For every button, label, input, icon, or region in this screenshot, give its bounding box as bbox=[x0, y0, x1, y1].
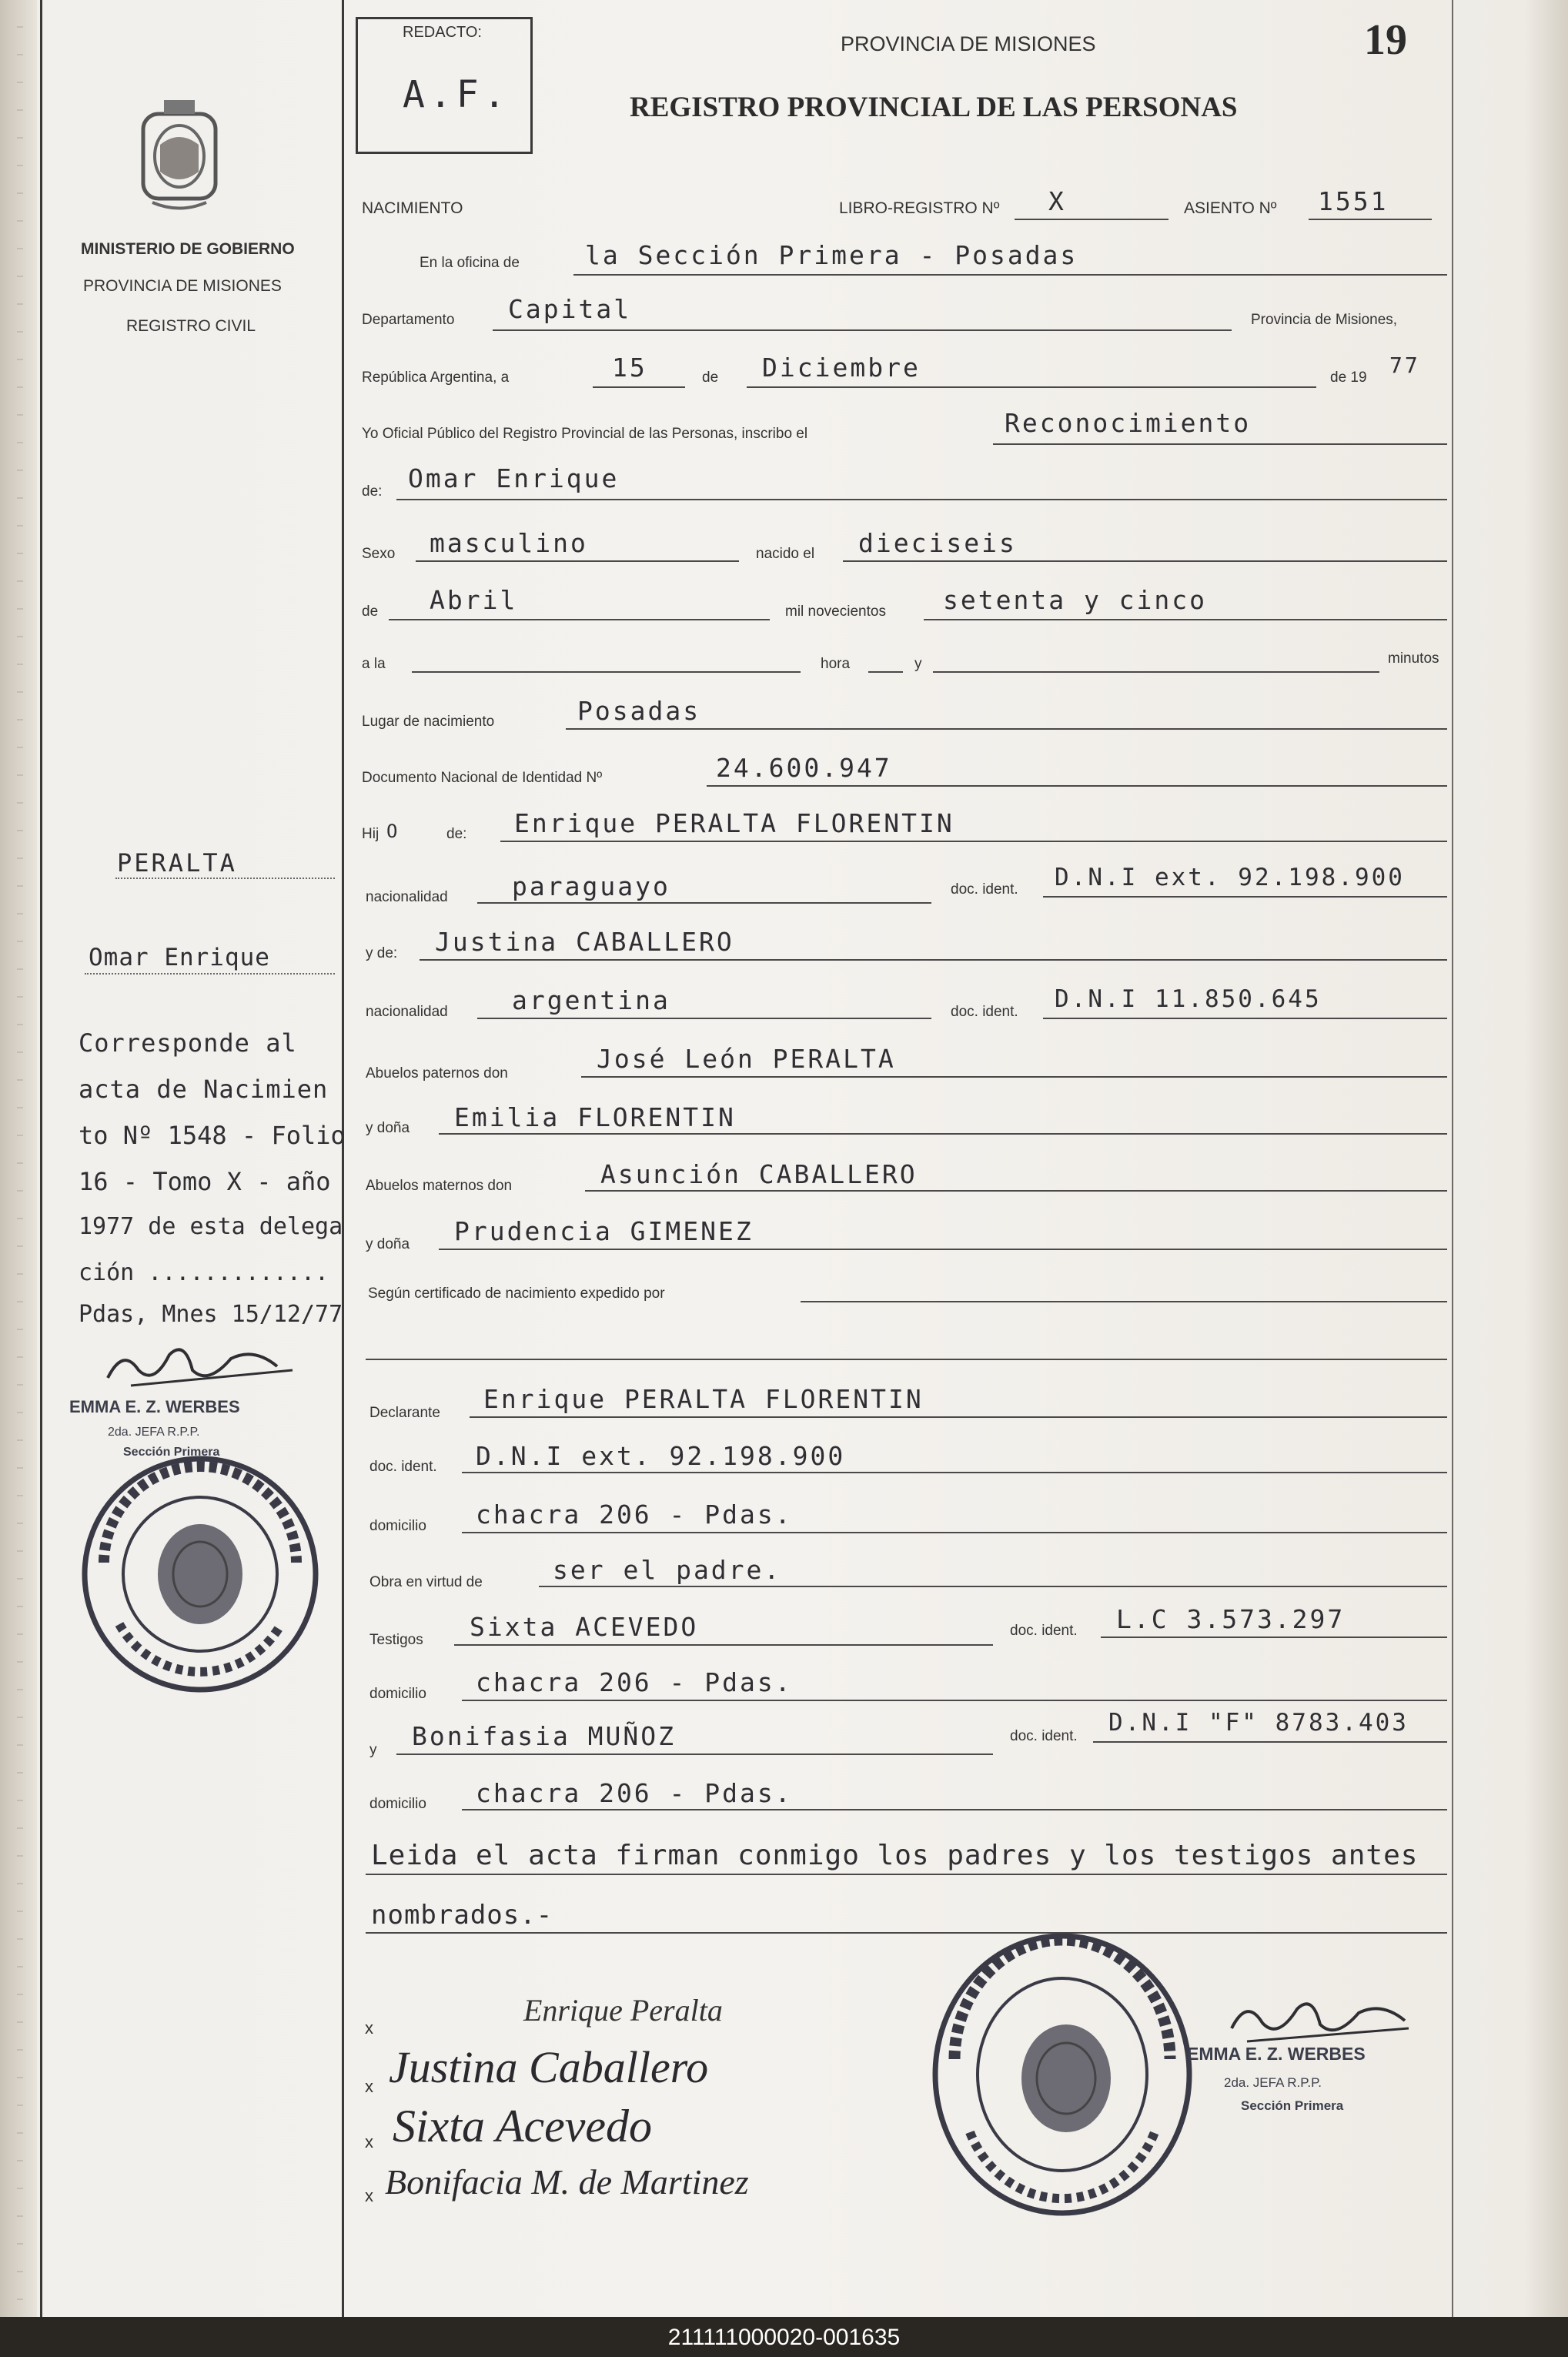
doc2-label: doc. ident. bbox=[951, 1004, 1018, 1020]
redacto-value: A.F. bbox=[403, 73, 510, 116]
right-border-line bbox=[1452, 0, 1453, 2317]
type-label: NACIMIENTO bbox=[362, 199, 463, 217]
asiento-value: 1551 bbox=[1318, 186, 1389, 216]
sig-x-mark-1: x bbox=[365, 2018, 373, 2038]
lugar-value: Posadas bbox=[577, 696, 701, 726]
margin-note-2: acta de Nacimien bbox=[79, 1075, 329, 1104]
margin-official-role: 2da. JEFA R.P.P. bbox=[108, 1426, 200, 1439]
signature-enrique-peralta: Enrique Peralta bbox=[523, 1993, 723, 2028]
republica-label: República Argentina, a bbox=[362, 369, 510, 386]
page-number: 19 bbox=[1364, 16, 1407, 64]
declarante-label: Declarante bbox=[369, 1405, 440, 1421]
margin-note-1: Corresponde al bbox=[79, 1028, 297, 1058]
bottom-official-role: 2da. JEFA R.P.P. bbox=[1224, 2075, 1322, 2090]
declarante-value: Enrique PERALTA FLORENTIN bbox=[483, 1384, 924, 1414]
ab-pat-label: Abuelos paternos don bbox=[366, 1065, 508, 1082]
margin-note-4: 16 - Tomo X - año bbox=[79, 1167, 331, 1196]
de-mes-label: de bbox=[362, 603, 379, 620]
ministry-title: MINISTERIO DE GOBIERNO bbox=[81, 240, 295, 258]
domicilio-label: domicilio bbox=[369, 1518, 426, 1534]
margin-given-name: Omar Enrique bbox=[89, 944, 270, 971]
asiento-label: ASIENTO Nº bbox=[1184, 199, 1277, 217]
padre-value: Enrique PERALTA FLORENTIN bbox=[514, 808, 955, 838]
nac1-value: paraguayo bbox=[512, 871, 670, 901]
obra-label: Obra en virtud de bbox=[369, 1574, 483, 1590]
decl-doc-value: D.N.I ext. 92.198.900 bbox=[476, 1441, 846, 1471]
nacido-value: dieciseis bbox=[858, 528, 1017, 558]
nac2-label: nacionalidad bbox=[366, 1004, 448, 1020]
margin-note-3: to Nº 1548 - Folio bbox=[79, 1121, 346, 1150]
sig-x-mark-4: x bbox=[365, 2186, 373, 2205]
ab-pat-value: José León PERALTA bbox=[597, 1044, 896, 1074]
closing-line-2: nombrados.- bbox=[371, 1900, 553, 1931]
registry-seal-stamp-margin bbox=[73, 1447, 327, 1701]
ydona2-label: y doña bbox=[366, 1236, 410, 1252]
departamento-value: Capital bbox=[508, 294, 632, 324]
departamento-label: Departamento bbox=[362, 312, 455, 328]
lugar-label: Lugar de nacimiento bbox=[362, 714, 495, 730]
nacido-label: nacido el bbox=[756, 546, 815, 562]
bottom-official-section: Sección Primera bbox=[1241, 2098, 1344, 2113]
column-divider-line bbox=[342, 0, 344, 2317]
signature-justina-caballero: Justina Caballero bbox=[389, 2042, 709, 2092]
t2-doc-value: D.N.I "F" 8783.403 bbox=[1108, 1709, 1409, 1737]
margin-official-name: EMMA E. Z. WERBES bbox=[69, 1397, 240, 1416]
t1-dom-value: chacra 206 - Pdas. bbox=[476, 1667, 793, 1697]
libro-value: X bbox=[1048, 186, 1066, 216]
testigos-label: Testigos bbox=[369, 1632, 423, 1648]
nac-mes-value: Abril bbox=[430, 585, 518, 615]
de19-label: de 19 bbox=[1330, 369, 1367, 386]
bottom-official-name: EMMA E. Z. WERBES bbox=[1187, 2044, 1366, 2064]
mil-label: mil novecientos bbox=[785, 603, 886, 620]
signature-bonifacia: Bonifacia M. de Martinez bbox=[385, 2162, 749, 2202]
margin-official-signature bbox=[100, 1339, 316, 1393]
oficina-value: la Sección Primera - Posadas bbox=[585, 240, 1078, 270]
margin-note-7: Pdas, Mnes 15/12/77 bbox=[79, 1301, 343, 1328]
nac2-value: argentina bbox=[512, 985, 670, 1015]
obra-value: ser el padre. bbox=[553, 1555, 782, 1585]
sexo-label: Sexo bbox=[362, 546, 396, 562]
doc2-value: D.N.I 11.850.645 bbox=[1055, 985, 1322, 1013]
mes-value: Diciembre bbox=[762, 353, 921, 383]
oficina-label: En la oficina de bbox=[420, 255, 520, 271]
margin-border-line bbox=[40, 0, 42, 2317]
redacto-box bbox=[356, 17, 533, 154]
ab-mat-value: Asunción CABALLERO bbox=[600, 1159, 918, 1189]
hijo-label: Hij bbox=[362, 826, 379, 842]
minutos-label: minutos bbox=[1388, 650, 1439, 667]
de-nombre-label: de: bbox=[362, 483, 383, 500]
sexo-value: masculino bbox=[430, 528, 588, 558]
nombre-value: Omar Enrique bbox=[408, 463, 620, 493]
t1-dom-label: domicilio bbox=[369, 1686, 426, 1702]
testigo2-value: Bonifasia MUÑOZ bbox=[412, 1721, 677, 1751]
yde-label: y de: bbox=[366, 945, 398, 961]
y2-label: y bbox=[369, 1742, 377, 1758]
ab-mat2-value: Prudencia GIMENEZ bbox=[454, 1216, 754, 1246]
nac-anio-value: setenta y cinco bbox=[943, 585, 1208, 615]
margin-official-section: Sección Primera bbox=[123, 1446, 220, 1459]
oficial-label: Yo Oficial Público del Registro Provincial de las Personas, inscribo el bbox=[362, 426, 808, 442]
t1-doc-value: L.C 3.573.297 bbox=[1116, 1604, 1346, 1634]
header-province: PROVINCIA DE MISIONES bbox=[841, 32, 1096, 55]
provincia-suffix: Provincia de Misiones, bbox=[1251, 312, 1398, 328]
hora-label: hora bbox=[821, 656, 851, 672]
dni-value: 24.600.947 bbox=[716, 753, 892, 783]
dia-value: 15 bbox=[612, 353, 647, 383]
coat-of-arms-emblem bbox=[137, 99, 222, 218]
left-province: PROVINCIA DE MISIONES bbox=[83, 277, 282, 295]
signature-sixta-acevedo: Sixta Acevedo bbox=[393, 2101, 653, 2151]
margin-note-5: 1977 de esta delega bbox=[79, 1213, 343, 1240]
margin-note-6: ción ............. bbox=[79, 1259, 329, 1286]
closing-line-1: Leida el acta firman conmigo los padres y los testigos antes bbox=[371, 1840, 1419, 1871]
t2-dom-label: domicilio bbox=[369, 1796, 426, 1812]
image-code: 211111000020-001635 bbox=[667, 2325, 901, 2350]
sig-x-mark-2: x bbox=[365, 2077, 373, 2096]
image-code-footer bbox=[0, 2317, 1568, 2357]
registry-seal-stamp-bottom bbox=[924, 1924, 1201, 2225]
a-la-label: a la bbox=[362, 656, 386, 672]
de-label: de bbox=[702, 369, 719, 386]
libro-label: LIBRO-REGISTRO Nº bbox=[839, 199, 1000, 217]
sig-x-mark-3: x bbox=[365, 2132, 373, 2151]
ydona1-label: y doña bbox=[366, 1120, 410, 1136]
redacto-label: REDACTO: bbox=[403, 24, 482, 41]
hijo-suffix: O bbox=[386, 821, 400, 842]
t2-dom-value: chacra 206 - Pdas. bbox=[476, 1778, 793, 1808]
madre-value: Justina CABALLERO bbox=[435, 927, 734, 957]
margin-surname: PERALTA bbox=[117, 848, 237, 878]
ab-mat-label: Abuelos maternos don bbox=[366, 1178, 513, 1194]
binding-stitching bbox=[17, 0, 23, 2317]
t1-doc-label: doc. ident. bbox=[1010, 1623, 1078, 1639]
segun-label: Según certificado de nacimiento expedido por bbox=[368, 1285, 665, 1302]
ab-pat2-value: Emilia FLORENTIN bbox=[454, 1102, 736, 1132]
header-registry: REGISTRO PROVINCIAL DE LAS PERSONAS bbox=[630, 92, 1238, 123]
decl-doc-label: doc. ident. bbox=[369, 1459, 437, 1475]
inscribo-value: Reconocimiento bbox=[1005, 408, 1252, 438]
domicilio-value: chacra 206 - Pdas. bbox=[476, 1499, 793, 1530]
y-label: y bbox=[914, 656, 922, 672]
left-registry: REGISTRO CIVIL bbox=[126, 317, 256, 335]
nac1-label: nacionalidad bbox=[366, 889, 448, 905]
anio-value: 77 bbox=[1389, 353, 1420, 378]
hijo-de-label: de: bbox=[446, 826, 467, 842]
doc1-value: D.N.I ext. 92.198.900 bbox=[1055, 864, 1405, 891]
doc1-label: doc. ident. bbox=[951, 881, 1018, 898]
testigo1-value: Sixta ACEVEDO bbox=[470, 1612, 699, 1642]
official-signature-bottom bbox=[1224, 1994, 1424, 2048]
dni-label: Documento Nacional de Identidad Nº bbox=[362, 770, 603, 786]
t2-doc-label: doc. ident. bbox=[1010, 1728, 1078, 1744]
